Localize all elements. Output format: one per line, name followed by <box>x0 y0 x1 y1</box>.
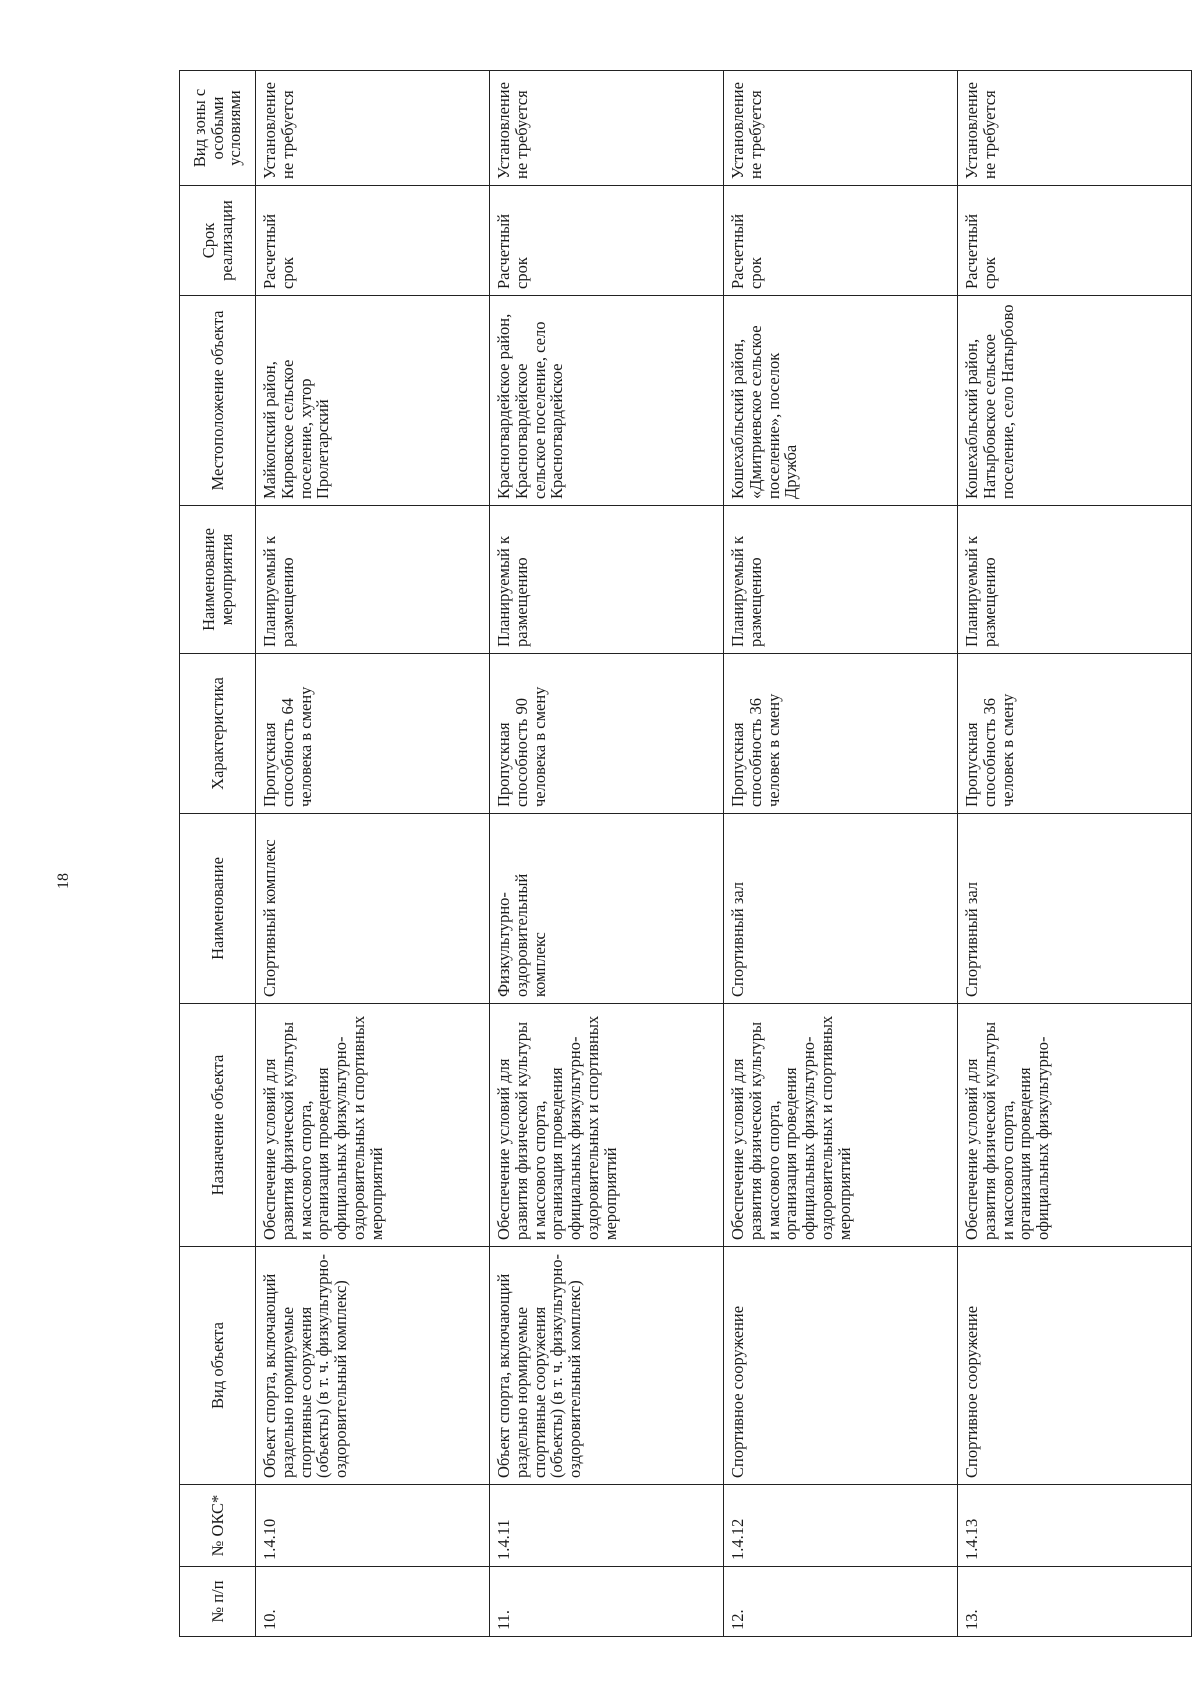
cell-num: 11. <box>490 1567 724 1637</box>
cell-zone: Установление не требуется <box>256 71 490 186</box>
cell-name: Физкультурно-оздоровительный комплекс <box>490 814 724 1004</box>
cell-zone: Установление не требуется <box>958 71 1192 186</box>
cell-location: Красногвардейское район, Красногвардейское сельское поселение, село Красногвардейское <box>490 296 724 506</box>
cell-num: 12. <box>724 1567 958 1637</box>
cell-term: Расчетный срок <box>490 186 724 296</box>
cell-oks: 1.4.12 <box>724 1485 958 1567</box>
table-header-row <box>180 71 256 1637</box>
cell-term: Расчетный срок <box>256 186 490 296</box>
cell-num: 13. <box>958 1567 1192 1637</box>
header-cell-num: № п/п <box>180 1567 256 1637</box>
cell-oks: 1.4.13 <box>958 1485 1192 1567</box>
cell-type: Объект спорта, включающий раздельно нормируемые спортивные сооружения (объекты) (в т. ч. физкультурно-оздоровительный комплекс) <box>256 1247 490 1485</box>
cell-characteristic: Пропускная способность 36 человек в смену <box>724 654 958 814</box>
header-cell-characteristic: Характеристика <box>180 654 256 814</box>
cell-type: Спортивное сооружение <box>724 1247 958 1485</box>
cell-purpose: Обеспечение условий для развития физической культуры и массового спорта, организация проведения официальных физкультурно- <box>958 1004 1192 1247</box>
cell-characteristic: Пропускная способность 36 человек в смену <box>958 654 1192 814</box>
cell-location: Майкопский район, Кировское сельское поселение, хутор Пролетарский <box>256 296 490 506</box>
cell-oks: 1.4.11 <box>490 1485 724 1567</box>
cell-location: Кошехабльский район, Натырбовское сельское поселение, село Натырбово <box>958 296 1192 506</box>
cell-term: Расчетный срок <box>724 186 958 296</box>
cell-num: 10. <box>256 1567 490 1637</box>
cell-type: Объект спорта, включающий раздельно нормируемые спортивные сооружения (объекты) (в т. ч. физкультурно-оздоровительный комплекс) <box>490 1247 724 1485</box>
cell-measure: Планируемый к размещению <box>724 506 958 654</box>
header-cell-term: Срок реализации <box>180 186 256 296</box>
table-row <box>724 71 958 1637</box>
header-cell-location: Местоположение объекта <box>180 296 256 506</box>
cell-zone: Установление не требуется <box>490 71 724 186</box>
cell-type: Спортивное сооружение <box>958 1247 1192 1485</box>
cell-location: Кошехабльский район, «Дмитриевское сельское поселение», поселок Дружба <box>724 296 958 506</box>
table-row <box>958 71 1192 1637</box>
cell-name: Спортивный зал <box>958 814 1192 1004</box>
cell-measure: Планируемый к размещению <box>958 506 1192 654</box>
cell-name: Спортивный зал <box>724 814 958 1004</box>
cell-purpose: Обеспечение условий для развития физической культуры и массового спорта, организация проведения официальных физкультурно-оздоровительных и спортивных мероприятий <box>724 1004 958 1247</box>
cell-oks: 1.4.10 <box>256 1485 490 1567</box>
header-cell-oks: № ОКС* <box>180 1485 256 1567</box>
header-cell-measure: Наименование мероприятия <box>180 506 256 654</box>
cell-name: Спортивный комплекс <box>256 814 490 1004</box>
cell-measure: Планируемый к размещению <box>490 506 724 654</box>
oks-table <box>179 70 1192 1637</box>
table-row <box>490 71 724 1637</box>
table-row <box>256 71 490 1637</box>
cell-purpose: Обеспечение условий для развития физической культуры и массового спорта, организация проведения официальных физкультурно-оздоровительных и спортивных мероприятий <box>490 1004 724 1247</box>
cell-purpose: Обеспечение условий для развития физической культуры и массового спорта, организация проведения официальных физкультурно-оздоровительных и спортивных мероприятий <box>256 1004 490 1247</box>
cell-measure: Планируемый к размещению <box>256 506 490 654</box>
header-cell-name: Наименование <box>180 814 256 1004</box>
cell-term: Расчетный срок <box>958 186 1192 296</box>
page-number: 18 <box>55 873 72 889</box>
header-cell-type: Вид объекта <box>180 1247 256 1485</box>
cell-characteristic: Пропускная способность 64 человека в смену <box>256 654 490 814</box>
cell-characteristic: Пропускная способность 90 человека в смену <box>490 654 724 814</box>
header-cell-purpose: Назначение объекта <box>180 1004 256 1247</box>
header-cell-zone: Вид зоны с особыми условиями <box>180 71 256 186</box>
cell-zone: Установление не требуется <box>724 71 958 186</box>
rotated-table-container <box>179 71 1192 1637</box>
